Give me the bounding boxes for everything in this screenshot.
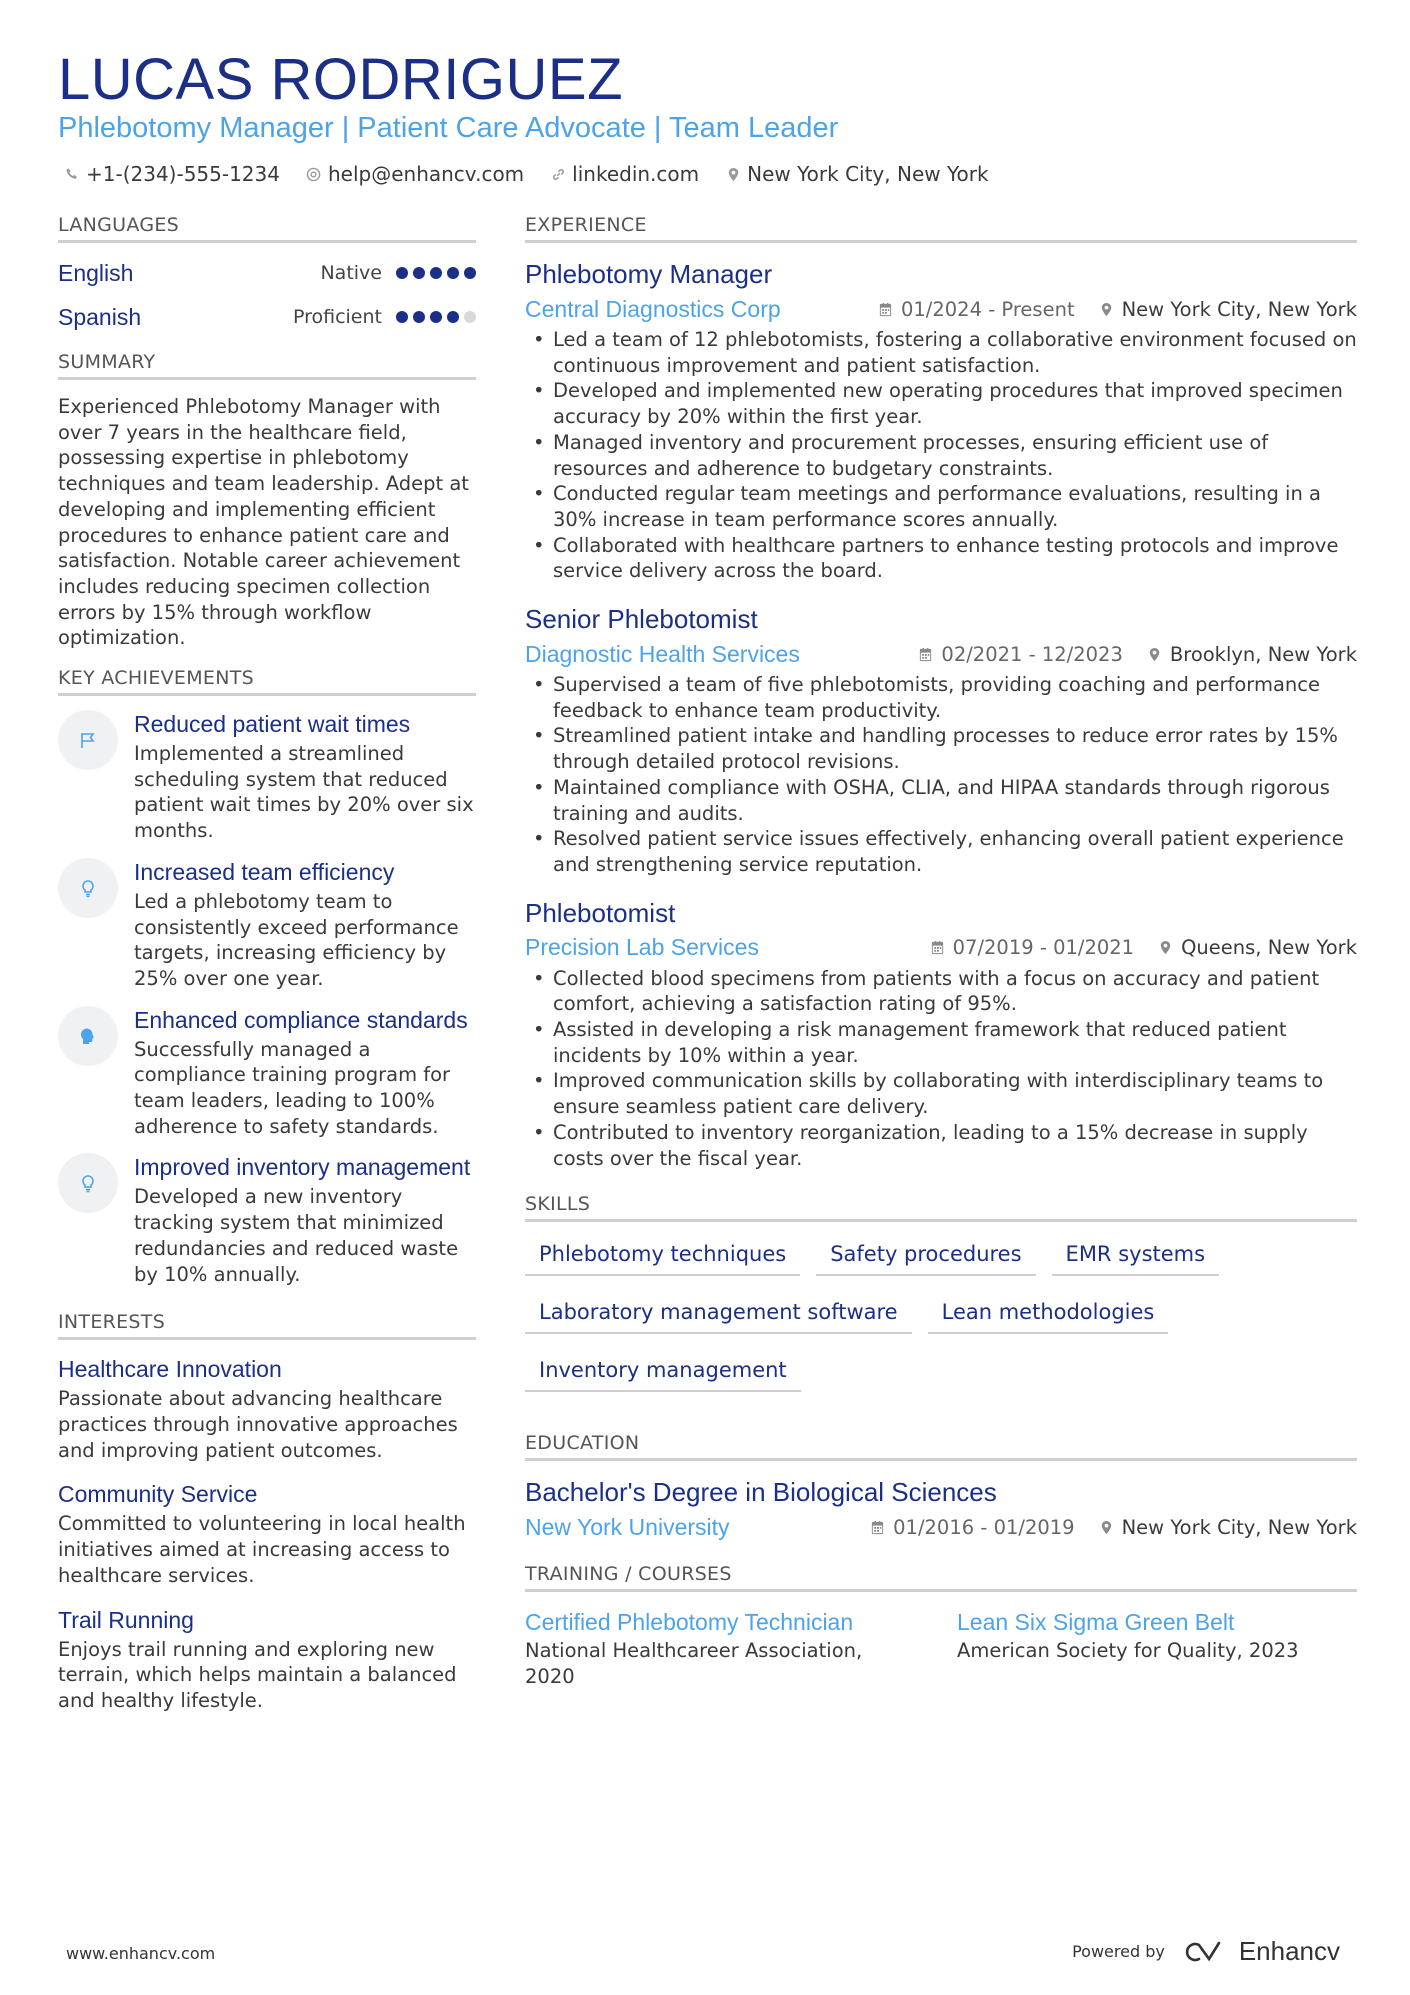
training-item bbox=[957, 1606, 1349, 1689]
rating-dot-filled bbox=[413, 267, 425, 279]
job-location: Brooklyn, New York bbox=[1169, 642, 1357, 666]
company-name: Diagnostic Health Services bbox=[525, 640, 800, 667]
achievement-title: Increased team efficiency bbox=[134, 858, 395, 885]
training-title: Certified Phlebotomy Technician bbox=[525, 1609, 854, 1636]
skills-list bbox=[525, 1236, 1357, 1392]
language-name: Spanish bbox=[58, 303, 142, 330]
language-name: English bbox=[58, 259, 134, 286]
training-list bbox=[525, 1606, 1357, 1689]
flag-icon bbox=[58, 710, 118, 770]
rating-dot-filled bbox=[413, 311, 425, 323]
experience-item bbox=[525, 602, 1357, 878]
language-level: Proficient bbox=[292, 306, 382, 328]
job-dates: 02/2021 - 12/2023 bbox=[941, 642, 1123, 666]
section-title-education: EDUCATION bbox=[525, 1432, 1357, 1461]
language-item bbox=[58, 295, 476, 339]
contact-linkedin-text: linkedin.com bbox=[572, 162, 700, 186]
rating-dot-filled bbox=[464, 267, 476, 279]
education-item bbox=[525, 1475, 1357, 1545]
job-bullets bbox=[525, 672, 1357, 878]
contact-location-text: New York City, New York bbox=[747, 162, 989, 186]
section-title-summary: SUMMARY bbox=[58, 351, 476, 380]
experience-item bbox=[525, 896, 1357, 1172]
achievement-description: Implemented a streamlined scheduling system that reduced patient wait times by 20% over six months. bbox=[134, 742, 474, 843]
job-bullets bbox=[525, 327, 1357, 584]
bullet-item: • Collaborated with healthcare partners to enhance testing protocols and improve service delivery across the board. bbox=[525, 533, 1357, 584]
interest-title: Community Service bbox=[58, 1481, 258, 1508]
calendar-icon bbox=[870, 1520, 885, 1535]
summary-text: Experienced Phlebotomy Manager with over 7 years in the healthcare field, possessing expertise in phlebotomy techniques and team leadership. Adept at developing and implementing efficient procedures to enhance patient care and satisfaction. Notable career achievement includes reducing specimen collection errors by 15% through workflow optimization. bbox=[58, 395, 469, 650]
company-name: Central Diagnostics Corp bbox=[525, 295, 781, 322]
lightbulb-icon bbox=[58, 1153, 118, 1213]
job-dates: 01/2024 - Present bbox=[900, 297, 1075, 321]
skill-tag: EMR systems bbox=[1052, 1236, 1220, 1276]
left-column bbox=[58, 214, 476, 1730]
achievement-description: Developed a new inventory tracking system that minimized redundancies and reduced waste by 10% annually. bbox=[134, 1185, 459, 1286]
rating-dot-empty bbox=[464, 311, 476, 323]
section-title-achievements: KEY ACHIEVEMENTS bbox=[58, 667, 476, 696]
calendar-icon bbox=[878, 302, 893, 317]
location-pin-icon bbox=[1099, 302, 1114, 317]
rating-dot-filled bbox=[447, 267, 459, 279]
contact-email-text: help@enhancv.com bbox=[327, 162, 525, 186]
achievement-item bbox=[58, 1006, 476, 1140]
school-name: New York University bbox=[525, 1513, 730, 1540]
location-pin-icon bbox=[1147, 647, 1162, 662]
language-rating bbox=[396, 311, 476, 323]
rating-dot-filled bbox=[396, 267, 408, 279]
achievement-title: Reduced patient wait times bbox=[134, 711, 411, 738]
section-title-languages: LANGUAGES bbox=[58, 214, 476, 243]
section-title-experience: EXPERIENCE bbox=[525, 214, 1357, 243]
interest-item bbox=[58, 1605, 476, 1714]
section-title-training: TRAINING / COURSES bbox=[525, 1563, 1357, 1592]
section-title-skills: SKILLS bbox=[525, 1193, 1357, 1222]
right-column bbox=[525, 214, 1357, 1690]
degree-title: Bachelor's Degree in Biological Sciences bbox=[525, 1477, 997, 1508]
footer-website[interactable]: www.enhancv.com bbox=[66, 1944, 216, 1963]
powered-by-label: Powered by bbox=[1072, 1942, 1165, 1961]
interest-item bbox=[58, 1479, 476, 1588]
enhancv-logo[interactable] bbox=[1183, 1936, 1340, 1967]
job-location: New York City, New York bbox=[1121, 297, 1357, 321]
at-icon bbox=[306, 165, 322, 183]
job-bullets bbox=[525, 966, 1357, 1172]
skill-tag: Safety procedures bbox=[816, 1236, 1035, 1276]
brain-icon bbox=[58, 1006, 118, 1066]
training-item bbox=[525, 1606, 917, 1689]
bullet-item: • Maintained compliance with OSHA, CLIA, and HIPAA standards through rigorous training and audits. bbox=[525, 775, 1357, 826]
calendar-icon bbox=[918, 647, 933, 662]
footer-branding bbox=[1072, 1936, 1340, 1967]
achievement-description: Led a phlebotomy team to consistently exceed performance targets, increasing efficiency by 25% over one year. bbox=[134, 889, 459, 990]
education-location: New York City, New York bbox=[1121, 1515, 1357, 1539]
rating-dot-filled bbox=[447, 311, 459, 323]
bullet-item: • Resolved patient service issues effectively, enhancing overall patient experience and strengthening service reputation. bbox=[525, 826, 1357, 877]
bullet-item: • Streamlined patient intake and handling processes to reduce error rates by 15% through detailed protocol revisions. bbox=[525, 723, 1357, 774]
interest-title: Healthcare Innovation bbox=[58, 1356, 282, 1383]
interest-item bbox=[58, 1354, 476, 1463]
skill-tag: Lean methodologies bbox=[928, 1294, 1169, 1334]
language-item bbox=[58, 251, 476, 295]
interests-list bbox=[58, 1354, 476, 1713]
contact-email[interactable] bbox=[306, 162, 524, 186]
languages-list bbox=[58, 251, 476, 339]
skill-tag: Inventory management bbox=[525, 1352, 801, 1392]
candidate-name: LUCAS RODRIGUEZ bbox=[58, 47, 624, 112]
skill-tag: Laboratory management software bbox=[525, 1294, 912, 1334]
bullet-item: • Conducted regular team meetings and performance evaluations, resulting in a 30% increase in team performance scores annually. bbox=[525, 481, 1357, 532]
bullet-item: • Led a team of 12 phlebotomists, fostering a collaborative environment focused on continuous improvement and patient satisfaction. bbox=[525, 327, 1357, 378]
education-dates: 01/2016 - 01/2019 bbox=[893, 1515, 1075, 1539]
achievement-item bbox=[58, 1153, 476, 1287]
location-pin-icon bbox=[1158, 940, 1173, 955]
contact-linkedin[interactable] bbox=[550, 162, 699, 186]
contact-phone-text: +1-(234)-555-1234 bbox=[86, 162, 280, 186]
interest-description: Enjoys trail running and exploring new terrain, which helps maintain a balanced and healthy lifestyle. bbox=[58, 1637, 457, 1712]
training-title: Lean Six Sigma Green Belt bbox=[957, 1609, 1235, 1636]
language-level: Native bbox=[320, 262, 382, 284]
bullet-item: • Developed and implemented new operating procedures that improved specimen accuracy by 20% within the first year. bbox=[525, 378, 1357, 429]
job-title: Senior Phlebotomist bbox=[525, 604, 758, 635]
bullet-item: • Collected blood specimens from patients with a focus on accuracy and patient comfort, achieving a satisfaction rating of 95%. bbox=[525, 966, 1357, 1017]
interest-description: Committed to volunteering in local health initiatives aimed at increasing access to healthcare services. bbox=[58, 1512, 466, 1587]
contact-location bbox=[725, 162, 988, 186]
language-rating bbox=[396, 267, 476, 279]
job-dates: 07/2019 - 01/2021 bbox=[952, 936, 1135, 960]
candidate-headline: Phlebotomy Manager | Patient Care Advocate | Team Leader bbox=[58, 112, 839, 144]
achievement-description: Successfully managed a compliance training program for team leaders, leading to 100% adherence to safety standards. bbox=[134, 1037, 451, 1138]
achievement-item bbox=[58, 710, 476, 844]
rating-dot-filled bbox=[430, 267, 442, 279]
contact-bar bbox=[64, 162, 989, 186]
achievement-title: Improved inventory management bbox=[134, 1154, 471, 1181]
rating-dot-filled bbox=[396, 311, 408, 323]
location-pin-icon bbox=[725, 165, 741, 183]
job-title: Phlebotomist bbox=[525, 897, 676, 928]
bullet-item: • Managed inventory and procurement processes, ensuring efficient use of resources and adherence to budgetary constraints. bbox=[525, 430, 1357, 481]
bullet-item: • Assisted in developing a risk management framework that reduced patient incidents by 10% within a year. bbox=[525, 1017, 1357, 1068]
bullet-item: • Improved communication skills by collaborating with interdisciplinary teams to ensure seamless patient care delivery. bbox=[525, 1068, 1357, 1119]
rating-dot-filled bbox=[430, 311, 442, 323]
contact-phone[interactable] bbox=[64, 162, 280, 186]
achievement-item bbox=[58, 858, 476, 992]
lightbulb-icon bbox=[58, 858, 118, 918]
bullet-item: • Contributed to inventory reorganization, leading to a 15% decrease in supply costs over the fiscal year. bbox=[525, 1120, 1357, 1171]
interest-title: Trail Running bbox=[58, 1606, 194, 1633]
brand-name: Enhancv bbox=[1238, 1936, 1340, 1966]
section-title-interests: INTERESTS bbox=[58, 1311, 476, 1340]
job-title: Phlebotomy Manager bbox=[525, 259, 773, 289]
interest-description: Passionate about advancing healthcare practices through innovative approaches and improving patient outcomes. bbox=[58, 1387, 458, 1462]
phone-icon bbox=[64, 165, 80, 183]
enhancv-logo-icon bbox=[1183, 1939, 1229, 1965]
location-pin-icon bbox=[1099, 1520, 1114, 1535]
link-icon bbox=[550, 165, 566, 183]
bullet-item: • Supervised a team of five phlebotomists, providing coaching and performance feedback to enhance team productivity. bbox=[525, 672, 1357, 723]
calendar-icon bbox=[930, 940, 945, 955]
training-provider: National Healthcareer Association, 2020 bbox=[525, 1639, 863, 1688]
company-name: Precision Lab Services bbox=[525, 934, 759, 961]
achievement-title: Enhanced compliance standards bbox=[134, 1006, 468, 1033]
experience-item bbox=[525, 257, 1357, 584]
job-location: Queens, New York bbox=[1181, 936, 1357, 960]
training-provider: American Society for Quality, 2023 bbox=[957, 1639, 1299, 1663]
skill-tag: Phlebotomy techniques bbox=[525, 1236, 800, 1276]
achievements-list bbox=[58, 710, 476, 1287]
